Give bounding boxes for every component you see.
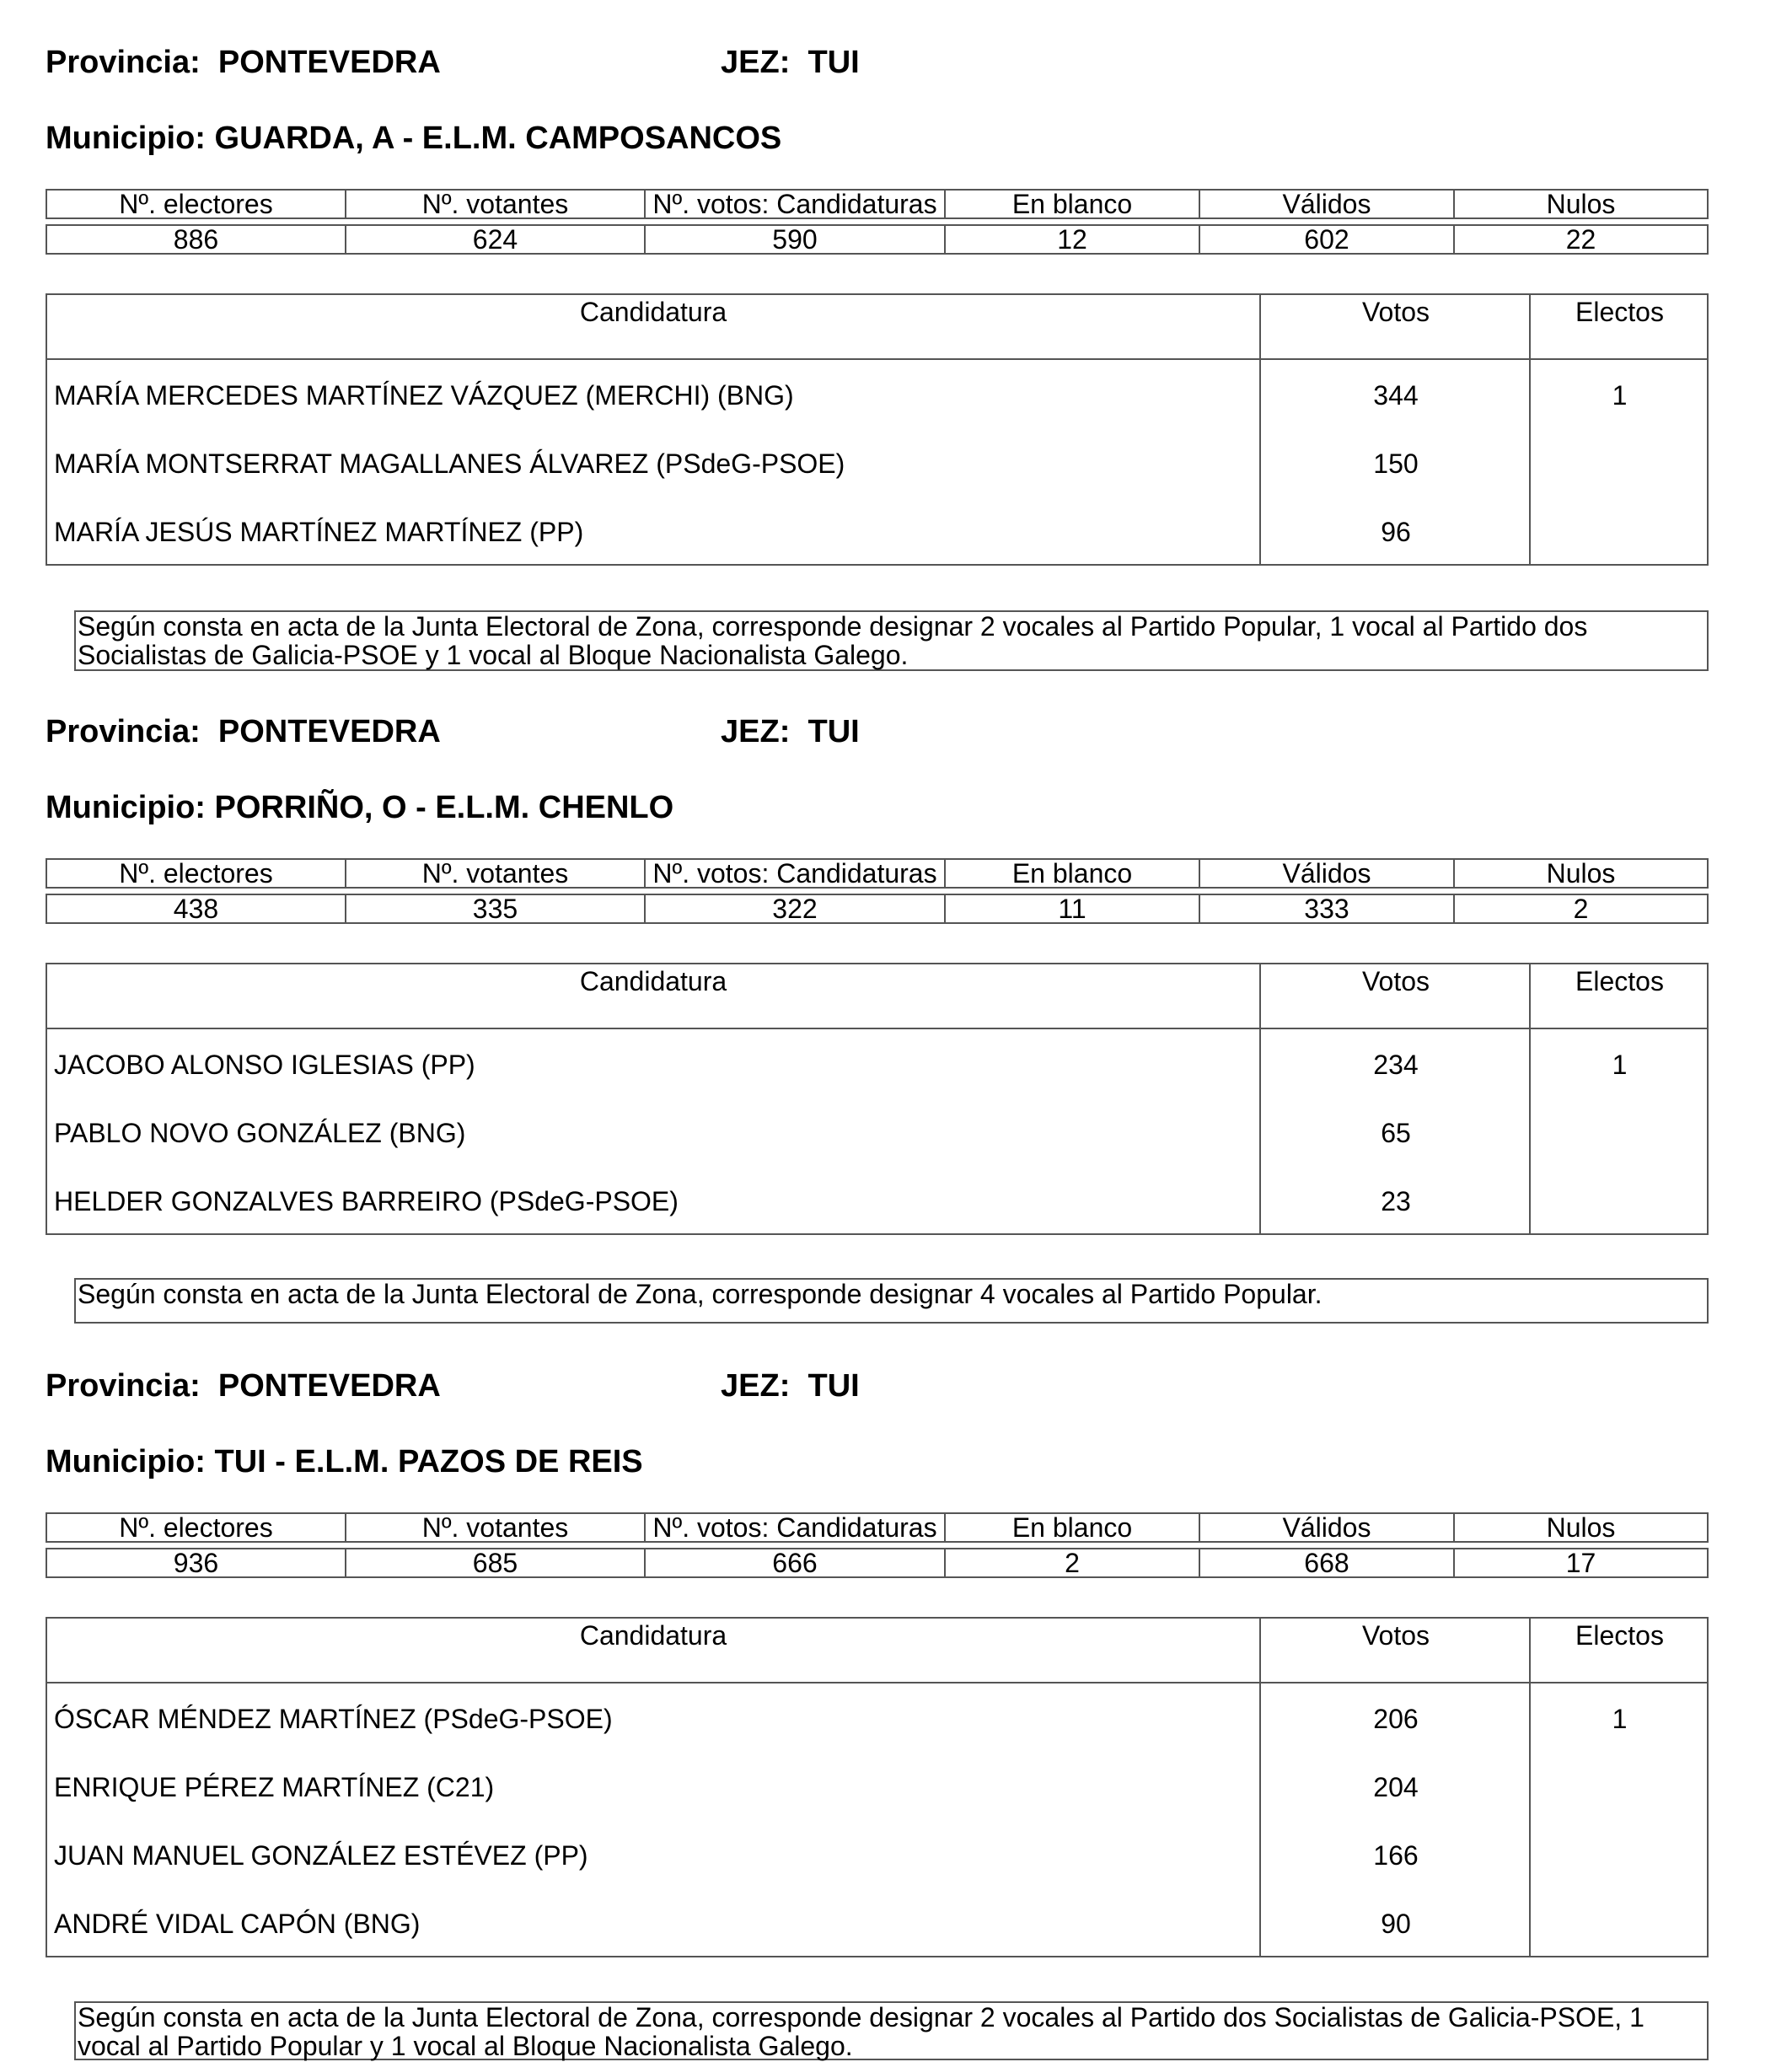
municipio-header xyxy=(46,1443,643,1480)
candidate-row xyxy=(47,360,1707,428)
candidate-votes: 150 xyxy=(1373,448,1419,479)
candidate-votes: 96 xyxy=(1381,517,1411,547)
candidate-name: MARÍA MERCEDES MARTÍNEZ VÁZQUEZ (MERCHI) (BNG) xyxy=(54,380,794,411)
candidates-table xyxy=(46,963,1709,1235)
municipio-label: Municipio: xyxy=(46,790,206,825)
col-validos: Válidos xyxy=(1200,860,1455,887)
head-candidatura: Candidatura xyxy=(579,966,727,996)
candidate-row xyxy=(47,1098,1707,1166)
col-blanco: En blanco xyxy=(946,191,1200,217)
val-votantes: 335 xyxy=(346,895,646,922)
candidates-header xyxy=(47,1619,1707,1683)
candidate-name: ANDRÉ VIDAL CAPÓN (BNG) xyxy=(54,1909,421,1939)
provincia-label: Provincia: xyxy=(46,714,201,749)
candidate-votes: 166 xyxy=(1373,1840,1419,1871)
col-electores: Nº. electores xyxy=(47,1514,346,1541)
col-votantes: Nº. votantes xyxy=(346,191,646,217)
stats-value-row xyxy=(46,894,1709,924)
head-electos: Electos xyxy=(1575,297,1664,327)
candidate-name: JACOBO ALONSO IGLESIAS (PP) xyxy=(54,1050,475,1080)
head-electos: Electos xyxy=(1575,1620,1664,1651)
col-candidaturas: Nº. votos: Candidaturas xyxy=(646,860,946,887)
candidate-votes: 344 xyxy=(1373,380,1419,411)
col-electores: Nº. electores xyxy=(47,860,346,887)
candidate-votes: 23 xyxy=(1381,1186,1411,1216)
val-blanco: 12 xyxy=(946,226,1200,253)
stats-header-row xyxy=(46,858,1709,889)
head-votos: Votos xyxy=(1361,297,1430,327)
val-candidaturas: 666 xyxy=(646,1549,946,1576)
candidate-row xyxy=(47,1820,1707,1888)
candidate-votes: 234 xyxy=(1373,1050,1419,1080)
val-validos: 333 xyxy=(1200,895,1455,922)
jez-header xyxy=(721,44,860,81)
municipio-header xyxy=(46,789,673,826)
jez-value: TUI xyxy=(807,45,860,80)
candidates-header xyxy=(47,964,1707,1029)
candidate-row xyxy=(47,1683,1707,1752)
col-candidaturas: Nº. votos: Candidaturas xyxy=(646,1514,946,1541)
provincia-header xyxy=(46,1367,441,1404)
candidate-votes: 206 xyxy=(1373,1704,1419,1734)
candidate-row xyxy=(47,1166,1707,1234)
candidate-row xyxy=(47,1752,1707,1820)
provincia-value: PONTEVEDRA xyxy=(217,714,441,749)
val-nulos: 17 xyxy=(1565,1549,1596,1576)
head-votos: Votos xyxy=(1361,1620,1430,1651)
head-votos: Votos xyxy=(1361,966,1430,996)
val-validos: 602 xyxy=(1200,226,1455,253)
candidate-electos: 1 xyxy=(1612,1704,1628,1734)
provincia-label: Provincia: xyxy=(46,1368,201,1404)
candidate-name: HELDER GONZALVES BARREIRO (PSdeG-PSOE) xyxy=(54,1186,679,1216)
val-candidaturas: 322 xyxy=(646,895,946,922)
val-nulos: 22 xyxy=(1565,226,1596,253)
val-electores: 886 xyxy=(47,226,346,253)
stats-header-row xyxy=(46,189,1709,219)
acta-note: Según consta en acta de la Junta Electoral de Zona, corresponde designar 2 vocales al Partido dos Socialistas de Galicia-PSOE, 1 vocal al Partido Popular y 1 vocal al Bloque Nacionalista Galego. xyxy=(74,2001,1709,2060)
val-candidaturas: 590 xyxy=(646,226,946,253)
val-blanco: 11 xyxy=(946,895,1200,922)
col-blanco: En blanco xyxy=(946,1514,1200,1541)
val-nulos: 2 xyxy=(1573,895,1589,922)
candidate-name: MARÍA MONTSERRAT MAGALLANES ÁLVAREZ (PSdeG-PSOE) xyxy=(54,448,845,479)
jez-value: TUI xyxy=(807,714,860,749)
jez-value: TUI xyxy=(807,1368,860,1404)
provincia-value: PONTEVEDRA xyxy=(217,1368,441,1404)
candidate-electos: 1 xyxy=(1612,380,1628,411)
jez-header xyxy=(721,1367,860,1404)
candidate-name: JUAN MANUEL GONZÁLEZ ESTÉVEZ (PP) xyxy=(54,1840,588,1871)
provincia-header xyxy=(46,713,441,750)
candidate-name: ÓSCAR MÉNDEZ MARTÍNEZ (PSdeG-PSOE) xyxy=(54,1704,613,1734)
val-electores: 936 xyxy=(47,1549,346,1576)
val-blanco: 2 xyxy=(946,1549,1200,1576)
head-candidatura: Candidatura xyxy=(579,297,727,327)
candidate-name: ENRIQUE PÉREZ MARTÍNEZ (C21) xyxy=(54,1772,495,1802)
col-electores: Nº. electores xyxy=(47,191,346,217)
candidates-header xyxy=(47,295,1707,360)
val-votantes: 685 xyxy=(346,1549,646,1576)
candidate-votes: 65 xyxy=(1381,1118,1411,1148)
candidate-name: PABLO NOVO GONZÁLEZ (BNG) xyxy=(54,1118,466,1148)
candidate-electos: 1 xyxy=(1612,1050,1628,1080)
jez-label: JEZ: xyxy=(721,714,791,749)
col-nulos: Nulos xyxy=(1546,860,1616,887)
col-candidaturas: Nº. votos: Candidaturas xyxy=(646,191,946,217)
candidate-row xyxy=(47,428,1707,497)
col-nulos: Nulos xyxy=(1546,191,1616,217)
stats-value-row xyxy=(46,1548,1709,1578)
val-validos: 668 xyxy=(1200,1549,1455,1576)
candidates-table xyxy=(46,1617,1709,1957)
jez-label: JEZ: xyxy=(721,45,791,80)
val-votantes: 624 xyxy=(346,226,646,253)
col-votantes: Nº. votantes xyxy=(346,860,646,887)
municipio-value: TUI - E.L.M. PAZOS DE REIS xyxy=(214,1444,643,1479)
provincia-header xyxy=(46,44,441,81)
provincia-value: PONTEVEDRA xyxy=(217,45,441,80)
col-votantes: Nº. votantes xyxy=(346,1514,646,1541)
candidate-votes: 204 xyxy=(1373,1772,1419,1802)
provincia-label: Provincia: xyxy=(46,45,201,80)
municipio-label: Municipio: xyxy=(46,121,206,156)
candidate-name: MARÍA JESÚS MARTÍNEZ MARTÍNEZ (PP) xyxy=(54,517,584,547)
candidates-table xyxy=(46,293,1709,566)
candidate-row xyxy=(47,1029,1707,1098)
acta-note: Según consta en acta de la Junta Electoral de Zona, corresponde designar 2 vocales al Partido Popular, 1 vocal al Partido dos Socialistas de Galicia-PSOE y 1 vocal al Bloque Nacionalista Galego. xyxy=(74,610,1709,671)
col-nulos: Nulos xyxy=(1546,1514,1616,1541)
candidate-row xyxy=(47,497,1707,565)
head-candidatura: Candidatura xyxy=(579,1620,727,1651)
municipio-label: Municipio: xyxy=(46,1444,206,1479)
stats-header-row xyxy=(46,1512,1709,1543)
stats-value-row xyxy=(46,224,1709,255)
jez-header xyxy=(721,713,860,750)
col-blanco: En blanco xyxy=(946,860,1200,887)
col-validos: Válidos xyxy=(1200,191,1455,217)
candidate-votes: 90 xyxy=(1381,1909,1411,1939)
candidate-row xyxy=(47,1888,1707,1957)
municipio-value: GUARDA, A - E.L.M. CAMPOSANCOS xyxy=(214,121,782,156)
val-electores: 438 xyxy=(47,895,346,922)
acta-note: Según consta en acta de la Junta Electoral de Zona, corresponde designar 4 vocales al Partido Popular. xyxy=(74,1278,1709,1324)
municipio-header xyxy=(46,120,781,157)
jez-label: JEZ: xyxy=(721,1368,791,1404)
head-electos: Electos xyxy=(1575,966,1664,996)
col-validos: Válidos xyxy=(1200,1514,1455,1541)
municipio-value: PORRIÑO, O - E.L.M. CHENLO xyxy=(214,790,674,825)
